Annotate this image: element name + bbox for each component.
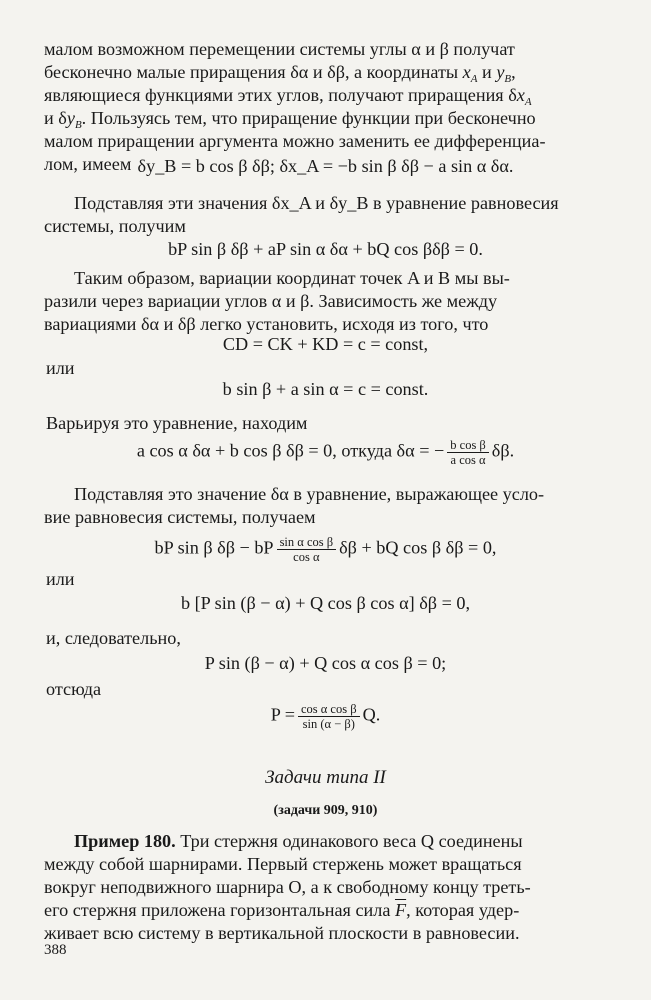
fraction: $\frac{\text{cos α cos β}}{\sin (\alpha - \beta)}$	[298, 702, 360, 731]
text-line: и $\delta y_B$. Пользуясь тем, что приращение функции при бесконечно	[44, 108, 536, 131]
equation-1: δy_B = b cos β δβ; δx_A = −b sin β δβ − a sin α δα.	[137, 156, 514, 176]
fraction: $\frac{\text{sin α cos β}}{\text{cos α}}$	[277, 535, 337, 564]
text-line: разили через вариации углов α и β. Зависимость же между	[44, 291, 498, 311]
text-line: малом приращении аргумента можно заменить ее дифференциа-	[44, 131, 546, 151]
paragraph-2	[44, 192, 606, 238]
paragraph-3	[44, 267, 606, 336]
text-line: системы, получим	[44, 216, 186, 236]
equation-4: b sin β + a sin α = c = const.	[222, 379, 429, 399]
text-line: Таким образом, вариации координат точек A и B мы вы-	[74, 268, 510, 288]
text-line: вие равновесия системы, получаем	[44, 507, 316, 527]
equation-2: bP sin β δβ + aP sin α δα + bQ cos βδβ = 0.	[168, 239, 483, 259]
equation-7: b [P sin (β − α) + Q cos β cos α] δβ = 0,	[180, 593, 471, 613]
text-line: его стержня приложена горизонтальная сила $\overline{F}$, которая удер-	[44, 900, 520, 920]
section-subheading: (задачи 909, 910)	[273, 803, 378, 818]
text-line: бесконечно малые приращения δα и δβ, а координаты $x_A$ и $y_B$,	[44, 62, 516, 85]
paragraph-5	[44, 483, 606, 529]
equation-6: bP sin β δβ − bP $\frac{\text{sin α cos β}}{\text{cos α}}$ δβ + bQ cos β δβ = 0,	[154, 535, 497, 564]
text-line: Пример 180. Три стержня одинакового веса Q соединены	[74, 831, 523, 851]
text-line: малом возможном перемещении системы углы α и β получат	[44, 39, 515, 59]
text-line: являющиеся функциями этих углов, получают приращения $\delta x_A$	[44, 85, 532, 108]
word-otsyuda: отсюда	[46, 679, 102, 699]
word-sledovatelno: и, следовательно,	[46, 628, 181, 648]
paragraph-4: Варьируя это уравнение, находим	[46, 413, 308, 433]
text-line: Подставляя эти значения δx_A и δy_B в уравнение равновесия	[74, 193, 559, 213]
word-ili: или	[46, 358, 75, 378]
section-heading: Задачи типа II	[265, 767, 386, 788]
equation-8: P sin (β − α) + Q cos α cos β = 0;	[204, 653, 447, 673]
word-ili: или	[46, 569, 75, 589]
example-label: Пример 180.	[74, 831, 176, 851]
text-line: Подставляя это значение δα в уравнение, выражающее усло-	[74, 484, 545, 504]
example-paragraph	[44, 830, 606, 945]
text-line: живает всю систему в вертикальной плоскости в равновесии.	[44, 923, 520, 943]
fraction: $\frac{\text{b cos β}}{\text{a cos α}}$	[447, 438, 489, 467]
text-line: лом, имеем	[44, 154, 132, 174]
equation-5: a cos α δα + b cos β δβ = 0, откуда δα = − $\frac{\text{b cos β}}{\text{a cos α}}$ δβ.	[136, 438, 515, 467]
equation-3: CD = CK + KD = c = const,	[222, 334, 429, 354]
text-line: вокруг неподвижного шарнира O, а к свободному концу треть-	[44, 877, 531, 897]
page-number: 388	[44, 942, 67, 958]
equation-9: P = $\frac{\text{cos α cos β}}{\sin (\alpha - \beta)}$ Q.	[270, 702, 381, 731]
text-line: вариациями δα и δβ легко установить, исходя из того, что	[44, 314, 489, 334]
text-line: между собой шарнирами. Первый стержень может вращаться	[44, 854, 522, 874]
